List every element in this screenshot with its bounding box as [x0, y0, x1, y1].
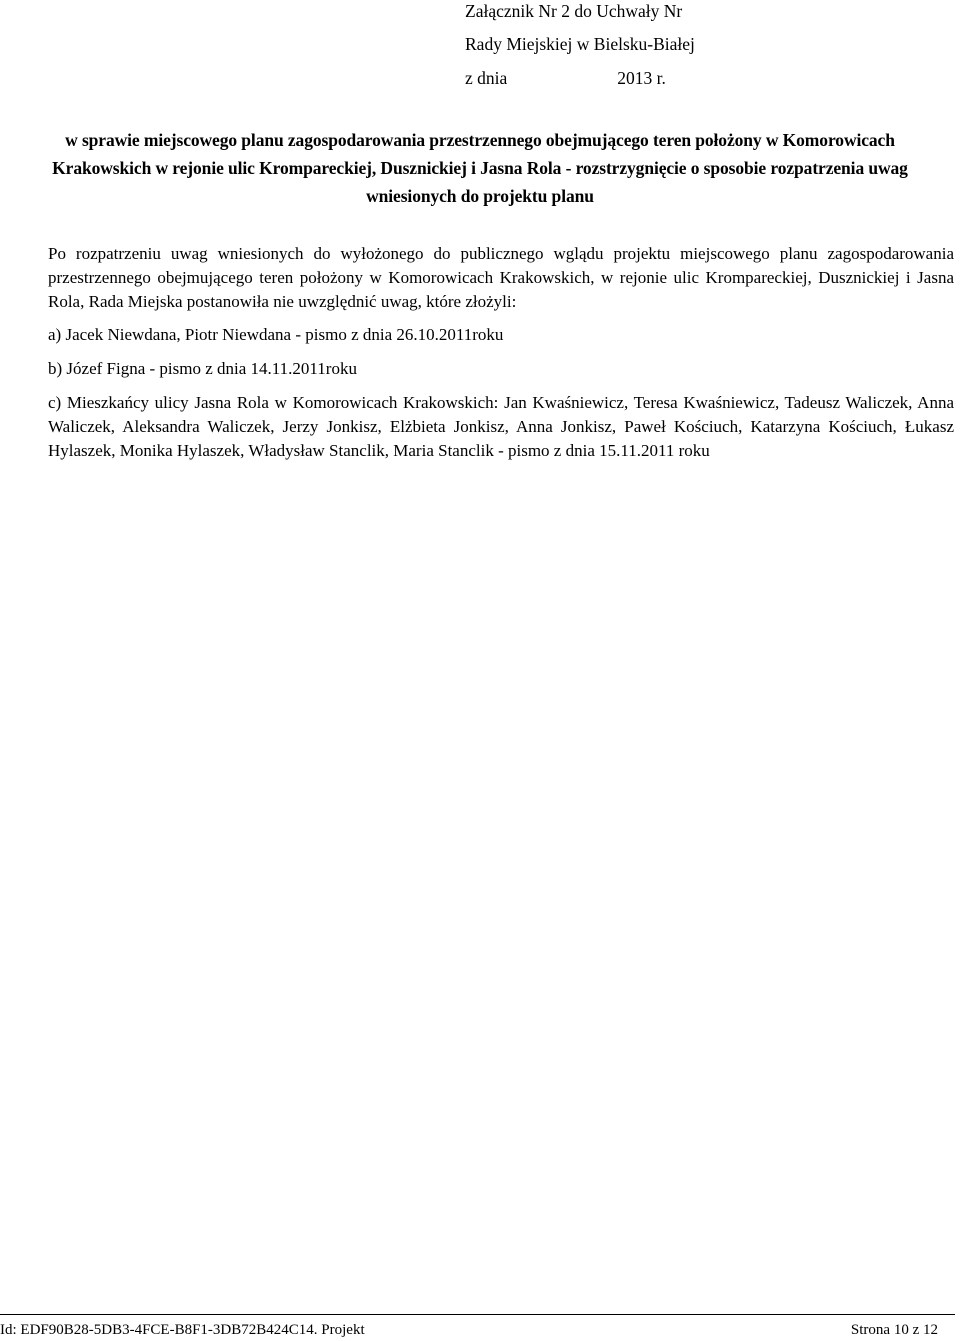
list-item-b: b) Józef Figna - pismo z dnia 14.11.2011roku	[48, 359, 357, 378]
header-council-line: Rady Miejskiej w Bielsku-Białej	[465, 34, 695, 54]
header-date-year: 2013 r.	[617, 68, 666, 88]
header-attachment-line: Załącznik Nr 2 do Uchwały Nr	[465, 1, 683, 21]
intro-paragraph: Po rozpatrzeniu uwag wniesionych do wyłożonego do publicznego wglądu projektu miejscowego planu zagospodarowania przestrzennego obejmującego teren położony w Komorowicach Krakowskich, w rejonie ulic Krompareckiej, Dusznickiej i Jasna Rola, Rada Miejska postanowiła nie uwzględnić uwag, które złożyli:	[48, 244, 954, 312]
list-item-c: c) Mieszkańcy ulicy Jasna Rola w Komorowicach Krakowskich: Jan Kwaśniewicz, Teresa Kwaśniewicz, Tadeusz Waliczek, Anna Waliczek, Aleksandra Waliczek, Jerzy Jonkisz, Elżbieta Jonkisz, Anna Jonkisz, Paweł Kościuch, Katarzyna Kościuch, Łukasz Hylaszek, Monika Hylaszek, Władysław Stanclik, Maria Stanclik - pismo z dnia 15.11.2011 roku	[48, 393, 954, 461]
header-date-prefix: z dnia	[465, 68, 508, 88]
footer-page-number: Strona 10 z 12	[850, 1322, 938, 1338]
list-item-a: a) Jacek Niewdana, Piotr Niewdana - pismo z dnia 26.10.2011roku	[48, 325, 504, 344]
footer-document-id: Id: EDF90B28-5DB3-4FCE-B8F1-3DB72B424C14. Projekt	[0, 1322, 365, 1338]
header-date-line	[465, 67, 666, 89]
footer-divider	[0, 1314, 955, 1315]
document-title: w sprawie miejscowego planu zagospodarowania przestrzennego obejmującego teren położony w Komorowicach Krakowskich w rejonie ulic Krompareckiej, Dusznickiej i Jasna Rola - rozstrzygnięcie o sposobie rozpatrzenia uwag wniesionych do projektu planu	[52, 130, 908, 206]
